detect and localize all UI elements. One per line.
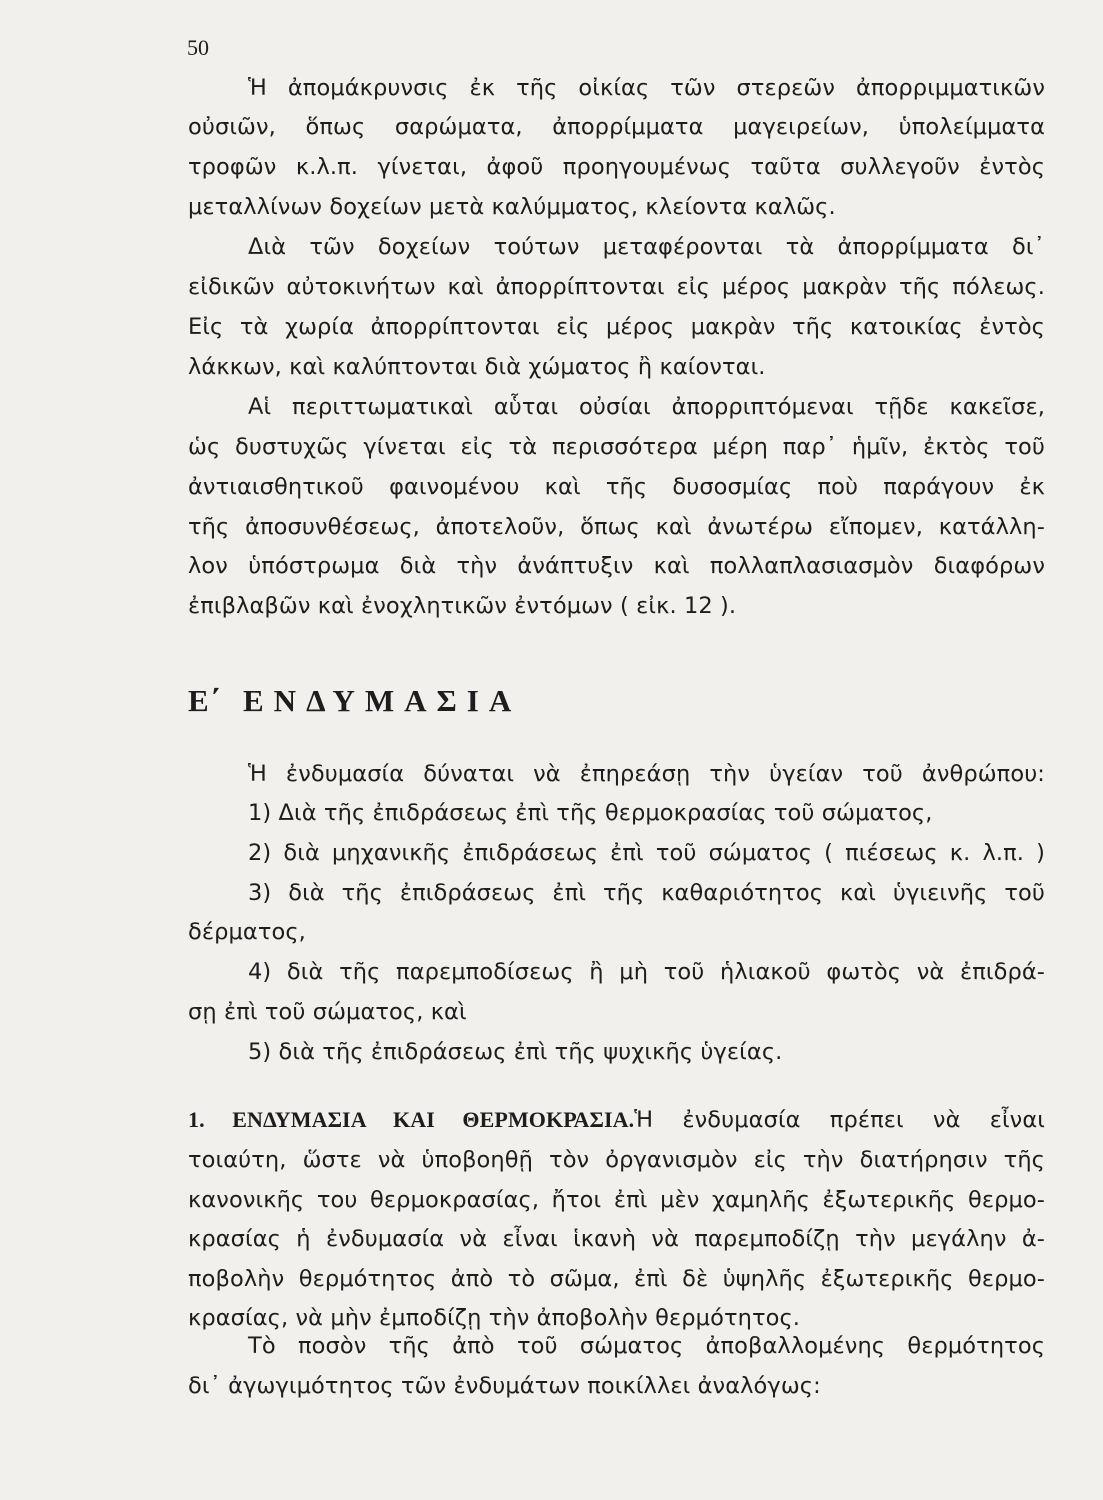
intro-line: Ἡ ἐνδυμασία δύναται νὰ ἐπηρεάσῃ τὴν ὑγείαν τοῦ ἀνθρώπου: — [248, 761, 1045, 787]
paragraph-line: οὐσιῶν, ὅπως σαρώματα, ἀπορρίμματα μαγειρείων, ὑπολείμματα — [188, 114, 1045, 140]
list-item-line: 5) διὰ τῆς ἐπιδράσεως ἐπὶ τῆς ψυχικῆς ὑγείας. — [248, 1039, 783, 1065]
list-item-line: 4) διὰ τῆς παρεμποδίσεως ἢ μὴ τοῦ ἡλιακοῦ φωτὸς νὰ ἐπιδρά- — [248, 959, 1045, 985]
subsection-first-line — [188, 1105, 1045, 1135]
paragraph-line: λον ὑπόστρωμα διὰ τὴν ἀνάπτυξιν καὶ πολλαπλασιασμὸν διαφόρων — [188, 553, 1045, 579]
list-item-line: 2) διὰ μηχανικῆς ἐπιδράσεως ἐπὶ τοῦ σώματος ( πιέσεως κ. λ.π. ) — [248, 840, 1045, 866]
paragraph-line: μεταλλίνων δοχείων μετὰ καλύμματος, κλείοντα καλῶς. — [188, 194, 836, 220]
paragraph-line: Τὸ ποσὸν τῆς ἀπὸ τοῦ σώματος ἀποβαλλομένης θερμότητος — [248, 1333, 1045, 1359]
page-number: 50 — [187, 35, 209, 60]
paragraph-line: Ἡ ἀπομάκρυνσις ἐκ τῆς οἰκίας τῶν στερεῶν ἀπορριμματικῶν — [248, 75, 1045, 101]
paragraph-line: κρασίας ἡ ἐνδυμασία νὰ εἶναι ἱκανὴ νὰ παρεμποδίζῃ τὴν μεγάλην ἀ- — [188, 1226, 1045, 1252]
paragraph-line: κρασίας, νὰ μὴν ἐμποδίζῃ τὴν ἀποβολὴν θερμότητος. — [188, 1305, 801, 1331]
paragraph-line: Αἱ περιττωματικαὶ αὗται οὐσίαι ἀπορριπτόμεναι τῇδε κακεῖσε, — [248, 394, 1045, 420]
paragraph-line: Διὰ τῶν δοχείων τούτων μεταφέρονται τὰ ἀπορρίμματα δι᾽ — [248, 234, 1045, 260]
list-item-line: δέρματος, — [188, 919, 306, 945]
paragraph-line: ἐπιβλαβῶν καὶ ἐνοχλητικῶν ἐντόμων ( εἰκ. 12 ). — [188, 593, 737, 619]
section-heading — [188, 681, 521, 721]
paragraph-line: ἀντιαισθητικοῦ φαινομένου καὶ τῆς δυσοσμίας ποὺ παράγουν ἐκ — [188, 474, 1045, 500]
paragraph-line: τροφῶν κ.λ.π. γίνεται, ἀφοῦ προηγουμένως ταῦτα συλλεγοῦν ἐντὸς — [188, 154, 1045, 180]
section-title: ΕΝΔΥΜΑΣΙΑ — [243, 683, 522, 718]
section-letter: Ε΄ — [188, 683, 221, 718]
list-item-line: σῃ ἐπὶ τοῦ σώματος, καὶ — [188, 999, 467, 1025]
paragraph-line: δι᾽ ἀγωγιμότητος τῶν ἐνδυμάτων ποικίλλει ἀναλόγως: — [188, 1373, 821, 1399]
paragraph-line: εἰδικῶν αὐτοκινήτων καὶ ἀπορρίπτονται εἰς μέρος μακρὰν τῆς πόλεως. — [188, 274, 1045, 300]
paragraph-line: ποβολὴν θερμότητος ἀπὸ τὸ σῶμα, ἐπὶ δὲ ὑψηλῆς ἐξωτερικῆς θερμο- — [188, 1266, 1045, 1292]
subsection-heading: 1. ΕΝΔΥΜΑΣΙΑ ΚΑΙ ΘΕΡΜΟΚΡΑΣΙΑ. — [188, 1107, 635, 1132]
paragraph-line: ὡς δυστυχῶς γίνεται εἰς τὰ περισσότερα μέρη παρ᾽ ἡμῖν, ἐκτὸς τοῦ — [188, 434, 1045, 460]
paragraph-line: τῆς ἀποσυνθέσεως, ἀποτελοῦν, ὅπως καὶ ἀνωτέρω εἴπομεν, κατάλλη- — [188, 514, 1045, 540]
list-item-line: 1) Διὰ τῆς ἐπιδράσεως ἐπὶ τῆς θερμοκρασίας τοῦ σώματος, — [248, 800, 933, 826]
paragraph-line: τοιαύτη, ὥστε νὰ ὑποβοηθῇ τὸν ὀργανισμὸν εἰς τὴν διατήρησιν τῆς — [188, 1147, 1045, 1173]
paragraph-line: λάκκων, καὶ καλύπτονται διὰ χώματος ἢ καίονται. — [188, 354, 766, 380]
subsection-first-line-text: Ἡ ἐνδυμασία πρέπει νὰ εἶναι — [634, 1107, 1045, 1133]
paragraph-line: κανονικῆς του θερμοκρασίας, ἤτοι ἐπὶ μὲν χαμηλῆς ἐξωτερικῆς θερμο- — [188, 1187, 1045, 1213]
paragraph-line: Εἰς τὰ χωρία ἀπορρίπτονται εἰς μέρος μακρὰν τῆς κατοικίας ἐντὸς — [188, 314, 1045, 340]
list-item-line: 3) διὰ τῆς ἐπιδράσεως ἐπὶ τῆς καθαριότητος καὶ ὑγιεινῆς τοῦ — [248, 880, 1045, 906]
